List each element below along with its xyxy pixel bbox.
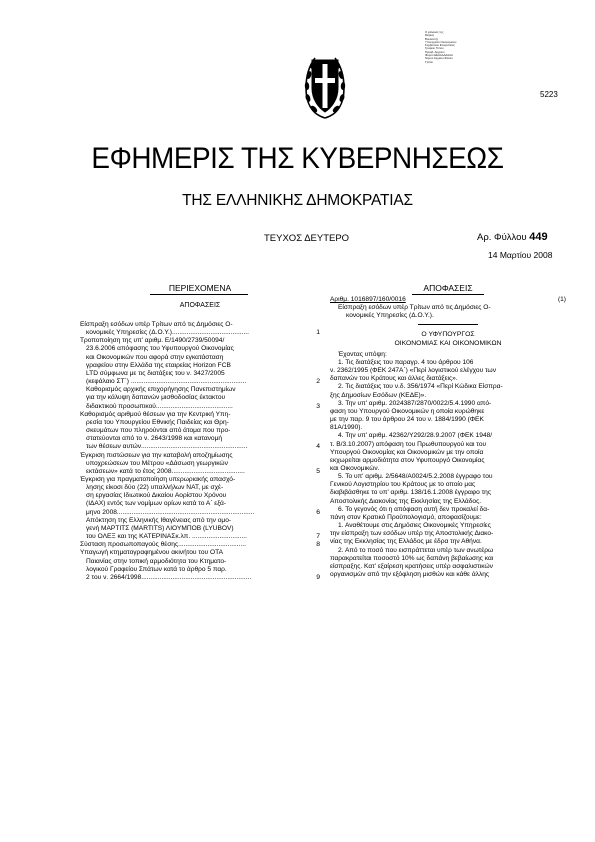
toc-page-number: 9	[316, 573, 320, 581]
paragraph-line: παρακρατείται ποσοστό 10% ως δαπάνη βεβαίωσης και	[330, 554, 494, 562]
toc-page-number: 4	[316, 443, 320, 451]
paragraph-line: με την παρ. 9 του άρθρου 24 του ν. 1884/1990 (ΦΕΚ	[330, 416, 484, 424]
toc-text: στατεύονται από το ν. 2643/1998 και κατανομή	[86, 435, 223, 443]
toc-text: 2 του ν. 2664/1998............................................................	[86, 573, 252, 581]
toc-text: λογικού Γραφείου Σπάτων κατά το άρθρο 5 παρ.	[86, 565, 227, 573]
paragraph-line: Έχοντας υπόψη:	[338, 350, 387, 358]
paragraph-line: πάνη στον Κρατικό Προϋπολογισμό, αποφασίζουμε:	[330, 513, 482, 521]
stamp-line: Γραφείο Τύπου	[425, 46, 444, 51]
toc-page-number: 6	[316, 508, 320, 516]
toc-text: του ΟΛΕΞ και της ΚΑΤΕΡΙΝΑΣκ.λπ. ..............................	[86, 533, 247, 541]
paragraph-line: φαση του Υπουργού Οικονομικών η οποία κυρώθηκε	[330, 407, 485, 415]
greek-coat-of-arms-icon	[303, 36, 347, 122]
toc-text: 23.6.2006 απόφασης του Υφυπουργού Οικονομίας	[86, 345, 234, 353]
decision-index: (1)	[557, 296, 566, 303]
issue-date: 14 Μαρτίου 2008	[488, 250, 553, 260]
paragraph-line: 5. Το υπ' αριθμ. 2/5648/Α0024/5.2.2008 έγγραφο του	[338, 473, 493, 481]
toc-text: για την κάλυψη δαπανών μισθοδοσίας έκτακτου	[86, 394, 226, 402]
divider	[412, 294, 484, 295]
paragraph-line: εκχωρείται αρμοδιότητα στον Υφυπουργό Οικονομίας	[330, 456, 485, 464]
toc-text: γενή ΜΑΡΤΙΤΣ (MARTITS) ΛΙΟΥΜΠΟΒ (LYUBOV)	[86, 524, 234, 532]
toc-text: Έγκριση για πραγματοποίηση υπερωριακής απασχό-	[80, 475, 236, 483]
toc-text: ρεσία του Υπουργείου Εθνικής Παιδείας και Θρη-	[86, 418, 229, 426]
paragraph-line: 1. Τις διατάξεις του παραγρ. 4 του άρθρου 106	[338, 358, 474, 366]
minister-title: Ο ΥΦΥΠΟΥΡΓΟΣ	[421, 331, 475, 339]
paragraph-line: 3. Την υπ' αριθμ. 2024387/2870/0022/5.4.1990 από-	[338, 399, 492, 407]
toc-text: σκευμάτων που πληρούνται από άτομα που προ-	[86, 427, 231, 435]
toc-text: (κεφάλαιο ΣΤ΄) ...............................................................	[86, 378, 247, 386]
toc-item[interactable]	[80, 476, 320, 517]
stamp-line: Νομού Αρχείου Φύλλο	[425, 56, 453, 61]
paragraph-line: 2. Από το ποσό που εισπράττεται υπέρ των ανωτέρω	[338, 546, 494, 554]
toc-text: (ΙΔΑΧ) εντός των νομίμων ορίων κατά το Α΄ εξά-	[86, 500, 227, 508]
paragraph-line: νίας της Εκκλησίας της Ελλάδος με έδρα την Αθήνα.	[330, 538, 482, 546]
sheet-number-value: 449	[529, 231, 548, 243]
sheet-label: Αρ. Φύλλου	[477, 232, 527, 243]
paragraph-line: είσπραξης. Κατ' εξαίρεση κρατήσεις υπέρ ασφαλιστικών	[330, 562, 493, 570]
paragraph-line: ν. 2362/1995 (ΦΕΚ 247Α΄) «Περί λογιστικού ελέγχου των	[330, 367, 496, 375]
toc-text: Παιανίας στην τοπική αρμοδιότητα του Κτηματο-	[86, 557, 227, 565]
issue-label: ΤΕΥΧΟΣ ΔΕΥΤΕΡΟ	[264, 233, 350, 244]
toc-page-number: 2	[316, 378, 320, 386]
gazette-title: ΕΦΗΜΕΡΙΣ ΤΗΣ ΚΥΒΕΡΝΗΣΕΩΣ	[91, 142, 504, 175]
toc-text: κονομικές Υπηρεσίες (Δ.Ο.Υ.)..........................................	[86, 329, 249, 337]
paragraph-line: δαπανών του Κράτους και άλλες διατάξεις».	[330, 375, 458, 383]
toc-text: διδακτικού προσωπικού..........................................	[86, 402, 233, 410]
decision-subject: Είσπραξη εσόδων υπέρ Τρίτων από τις Δημόσιες Ο-	[338, 304, 491, 312]
toc-item[interactable]	[80, 386, 320, 410]
paragraph-line: 81Α/1990).	[330, 424, 363, 432]
decision-number: Αριθμ. 1016897/160/0016	[330, 296, 406, 303]
paragraph-line: οργανισμών από την εξόφληση μισθών και κάθε άλλης	[330, 571, 490, 578]
stamp-line: Υπουργείου Οικονομικών	[425, 39, 457, 44]
toc-item[interactable]	[80, 321, 320, 337]
toc-item[interactable]	[80, 452, 320, 476]
gazette-subtitle: ΤΗΣ ΕΛΛΗΝΙΚΗΣ ΔΗΜΟΚΡΑΤΙΑΣ	[182, 192, 413, 209]
decision-reference	[330, 296, 566, 304]
paragraph-line: 6. Το γεγονός ότι η απόφαση αυτή δεν προκαλεί δα-	[338, 505, 490, 513]
toc-page-number: 3	[316, 402, 320, 410]
toc-item[interactable]	[80, 411, 320, 452]
stamp-line: Βουλευτής	[425, 36, 439, 41]
toc-text: υποχρεώσεων του Μέτρου «Δάσωση γεωργικών	[86, 459, 228, 467]
page-number: 5223	[540, 90, 558, 99]
paragraph-line: 2. Τις διατάξεις του ν.δ. 356/1974 «Περί Κώδικα Είσπρα-	[338, 383, 503, 391]
stamp-line: Μαρίας	[425, 33, 435, 38]
sheet-number	[477, 231, 548, 243]
stamp-line: Ο φύλακας της	[425, 30, 444, 34]
paragraph-line: ξης Δημοσίων Εσόδων (ΚΕΔΕ)».	[330, 391, 427, 399]
toc-item[interactable]	[80, 337, 320, 386]
toc-text: μηνο 2008...........................................................................	[86, 508, 255, 516]
toc-page-number: 1	[316, 329, 320, 337]
toc-item[interactable]	[80, 549, 320, 582]
toc-page-number: 8	[316, 541, 320, 549]
paragraph-line: την είσπραξη των εσόδων υπέρ της Αποστολικής Διακο-	[330, 530, 494, 538]
toc-text: LTD σύμφωνα με τις διατάξεις του ν. 3427/2005	[86, 369, 225, 377]
divider	[150, 294, 248, 295]
paragraph-line: διαβιβάσθηκε το υπ' αριθμ. 138/16.1.2008 έγγραφο της	[330, 489, 492, 497]
stamp-line: Πρεσβ. Αρχείου	[425, 49, 445, 54]
stamp-line: Τρίτου	[425, 59, 434, 64]
paragraph-line: Γενικού Λογιστηρίου του Κράτους με το οποίο μας	[330, 481, 476, 489]
paragraph-line: τ. Β/3.10.2007) απόφαση του Πρωθυπουργού και του	[330, 440, 487, 448]
toc-text: Σύσταση προσωποπαγούς θέσης.....................................	[80, 541, 246, 549]
toc-text: Απόκτηση της Ελληνικής Ιθαγένειας από την ομο-	[86, 516, 232, 524]
toc-text: λησης είκοσι δύο (22) υπαλλήλων ΝΑΤ, με σχέ-	[86, 484, 224, 492]
contents-subheading: ΑΠΟΦΑΣΕΙΣ	[179, 302, 221, 309]
toc-text: των θέσεων αυτών..........................................................	[86, 443, 248, 451]
toc-text: γραφείου στην Ελλάδα της εταιρείας Horizon FCB	[86, 361, 231, 369]
table-of-contents	[80, 321, 320, 582]
contents-heading: ΠΕΡΙΕΧΟΜΕΝΑ	[168, 283, 232, 293]
paragraph-line: 1. Αναθέτουμε στις Δημόσιες Οικονομικές Υπηρεσίες	[338, 522, 491, 530]
toc-item[interactable]	[80, 517, 320, 541]
toc-text: Τροποποίηση της υπ' αριθμ. Ε/1490/2739/50094/	[80, 337, 225, 345]
toc-text: Καθορισμός αρχικής επιχορήγησης Πανεπιστημίων	[86, 386, 236, 394]
toc-text: και Οικονομικών που αφορά στην εγκατάσταση	[86, 353, 224, 361]
paragraph-line: 4. Την υπ' αριθμ. 42362/Υ292/28.9.2007 (ΦΕΚ 1948/	[338, 432, 493, 440]
toc-text: Υπαγωγή κτηματογραφημένου ακινήτου του ΟΤΑ	[80, 549, 224, 557]
toc-text: Είσπραξη εσόδων υπέρ Τρίτων από τις Δημόσιες Ο-	[80, 321, 233, 328]
toc-text: εκτάσεων» κατά το έτος 2008........................................	[86, 467, 245, 475]
paragraph-line: και Οικονομικών.	[330, 464, 380, 472]
toc-text: Καθορισμός αριθμού θέσεων για την Κεντρική Υπη-	[80, 410, 231, 418]
toc-page-number: 7	[316, 533, 320, 541]
decision-body	[330, 296, 566, 579]
paragraph-line: Υπουργού Οικονομίας και Οικονομικών με την οποία	[330, 448, 484, 456]
divider	[418, 324, 478, 325]
decision-subject: κονομικές Υπηρεσίες (Δ.Ο.Υ.).	[346, 312, 434, 320]
ministry-name: ΟΙΚΟΝΟΜΙΑΣ ΚΑΙ ΟΙΚΟΝΟΜΙΚΩΝ	[394, 339, 502, 347]
paragraph-line: Αποστολικής Διακονίας της Εκκλησίας της Ελλάδος.	[330, 497, 482, 505]
stamp-line: Φόρου ΕΕΑΑΑΑΑΑΑΑ	[425, 53, 453, 58]
approval-stamp	[425, 31, 485, 64]
toc-page-number: 5	[316, 467, 320, 475]
toc-text: ση εργασίας Ιδιωτικού Δικαίου Αορίστου Χρόνου	[86, 492, 227, 500]
decisions-heading: ΑΠΟΦΑΣΕΙΣ	[423, 283, 473, 293]
toc-text: Έγκριση πιστώσεων για την καταβολή αποζημίωσης	[80, 451, 233, 459]
stamp-line: Συμβούλου Επικρατείας	[425, 43, 455, 48]
